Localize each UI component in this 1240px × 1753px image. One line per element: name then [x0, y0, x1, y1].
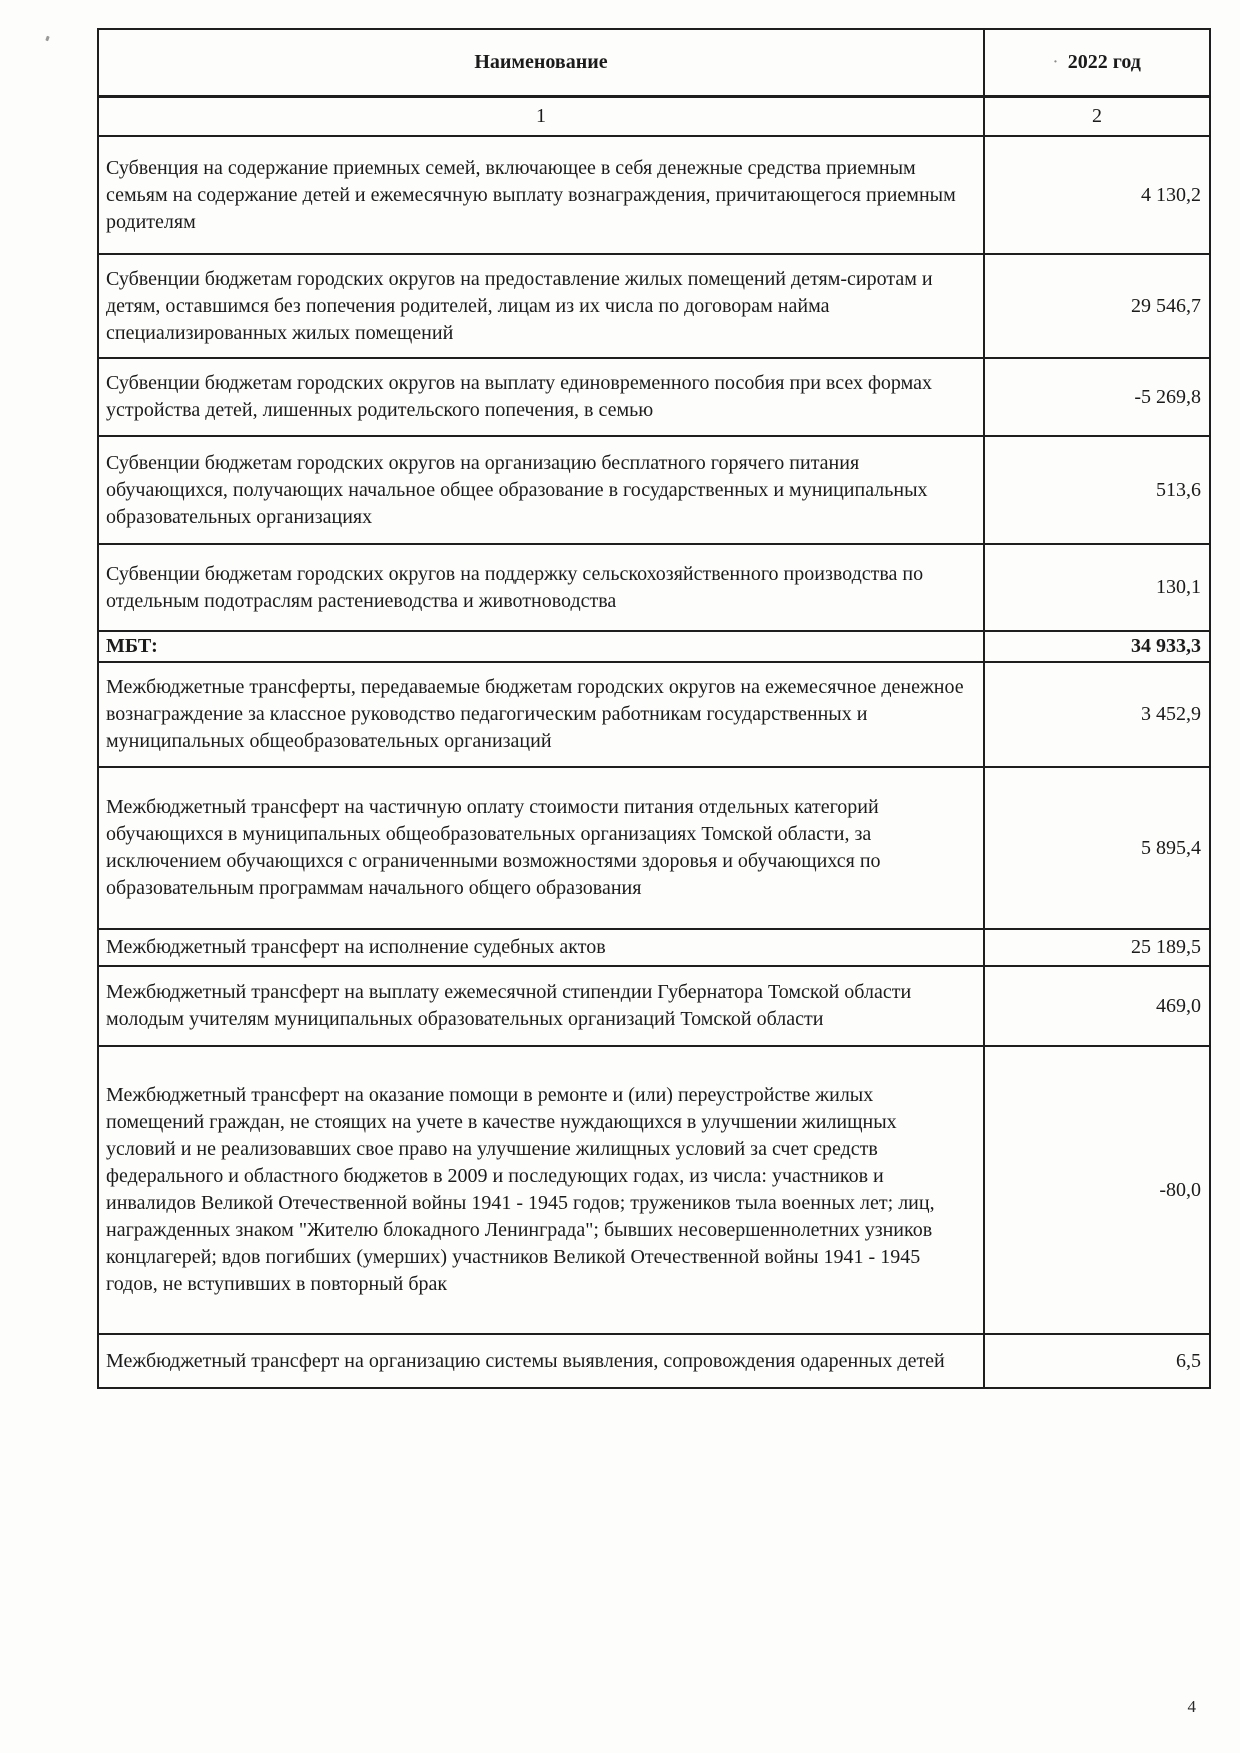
table-row: [98, 966, 1210, 1046]
row-name-cell: Субвенция на содержание приемных семей, включающее в себя денежные средства приемным семьям на содержание детей и ежемесячную выплату вознаграждения, причитающегося приемным родителям: [98, 136, 984, 254]
row-value-cell: 3 452,9: [984, 662, 1210, 767]
row-value-cell: 34 933,3: [984, 631, 1210, 662]
row-value-cell: 513,6: [984, 436, 1210, 544]
table-row: [98, 1334, 1210, 1388]
table-row: [98, 254, 1210, 358]
scan-speck: [45, 36, 50, 42]
table-header-row: [98, 29, 1210, 96]
row-name-cell: Межбюджетный трансферт на организацию системы выявления, сопровождения одаренных детей: [98, 1334, 984, 1388]
row-name-cell: Субвенции бюджетам городских округов на предоставление жилых помещений детям-сиротам и детям, оставшимся без попечения родителей, лицам из их числа по договорам найма специализированных жилых помещений: [98, 254, 984, 358]
row-value-cell: 4 130,2: [984, 136, 1210, 254]
budget-table: [97, 28, 1211, 1389]
row-name-cell: Субвенции бюджетам городских округов на выплату единовременного пособия при всех формах устройства детей, лишенных родительского попечения, в семью: [98, 358, 984, 436]
column-number-2: 2: [984, 96, 1210, 136]
row-name-cell: Межбюджетные трансферты, передаваемые бюджетам городских округов на ежемесячное денежное вознаграждение за классное руководство педагогическим работникам государственных и муниципальных общеобразовательных организаций: [98, 662, 984, 767]
column-number-1: 1: [98, 96, 984, 136]
table-row-total-mbt: [98, 631, 1210, 662]
row-name-cell: Межбюджетный трансферт на исполнение судебных актов: [98, 929, 984, 966]
row-name-cell: Субвенции бюджетам городских округов на поддержку сельскохозяйственного производства по отдельным подотраслям растениеводства и животноводства: [98, 544, 984, 631]
column-header-year: [984, 29, 1210, 96]
row-name-cell: Межбюджетный трансферт на оказание помощи в ремонте и (или) переустройстве жилых помещений граждан, не стоящих на учете в качестве нуждающихся в улучшении жилищных условий и не реализовавших свое право на улучшение жилищных условий за счет средств федерального и областного бюджетов в 2009 и последующих годах, из числа: участников и инвалидов Великой Отечественной войны 1941 - 1945 годов; тружеников тыла военных лет; лиц, награжденных знаком "Жителю блокадного Ленинграда"; бывших несовершеннолетних узников концлагерей; вдов погибших (умерших) участников Великой Отечественной войны 1941 - 1945 годов, не вступивших в повторный брак: [98, 1046, 984, 1334]
table-row: [98, 1046, 1210, 1334]
table-row: [98, 929, 1210, 966]
row-value-cell: -80,0: [984, 1046, 1210, 1334]
table-row: [98, 436, 1210, 544]
row-value-cell: 469,0: [984, 966, 1210, 1046]
scan-dot: ·: [1053, 54, 1058, 70]
table-row: [98, 544, 1210, 631]
row-value-cell: -5 269,8: [984, 358, 1210, 436]
column-header-year-label: 2022 год: [1067, 50, 1141, 73]
row-name-cell: МБТ:: [98, 631, 984, 662]
row-name-cell: Межбюджетный трансферт на частичную оплату стоимости питания отдельных категорий обучающихся в муниципальных общеобразовательных организациях Томской области, за исключением обучающихся с ограниченными возможностями здоровья и обучающихся по образовательным программам начального общего образования: [98, 767, 984, 929]
table-row: [98, 767, 1210, 929]
page-number: 4: [1187, 1697, 1196, 1716]
row-name-cell: Субвенции бюджетам городских округов на организацию бесплатного горячего питания обучающихся, получающих начальное общее образование в государственных и муниципальных образовательных организациях: [98, 436, 984, 544]
table-row: [98, 136, 1210, 254]
column-number-row: [98, 96, 1210, 136]
table-row: [98, 358, 1210, 436]
row-value-cell: 130,1: [984, 544, 1210, 631]
row-value-cell: 25 189,5: [984, 929, 1210, 966]
row-name-cell: Межбюджетный трансферт на выплату ежемесячной стипендии Губернатора Томской области молодым учителям муниципальных образовательных организаций Томской области: [98, 966, 984, 1046]
table-row: [98, 662, 1210, 767]
row-value-cell: 29 546,7: [984, 254, 1210, 358]
row-value-cell: 5 895,4: [984, 767, 1210, 929]
column-header-name: Наименование: [98, 29, 984, 96]
row-value-cell: 6,5: [984, 1334, 1210, 1388]
